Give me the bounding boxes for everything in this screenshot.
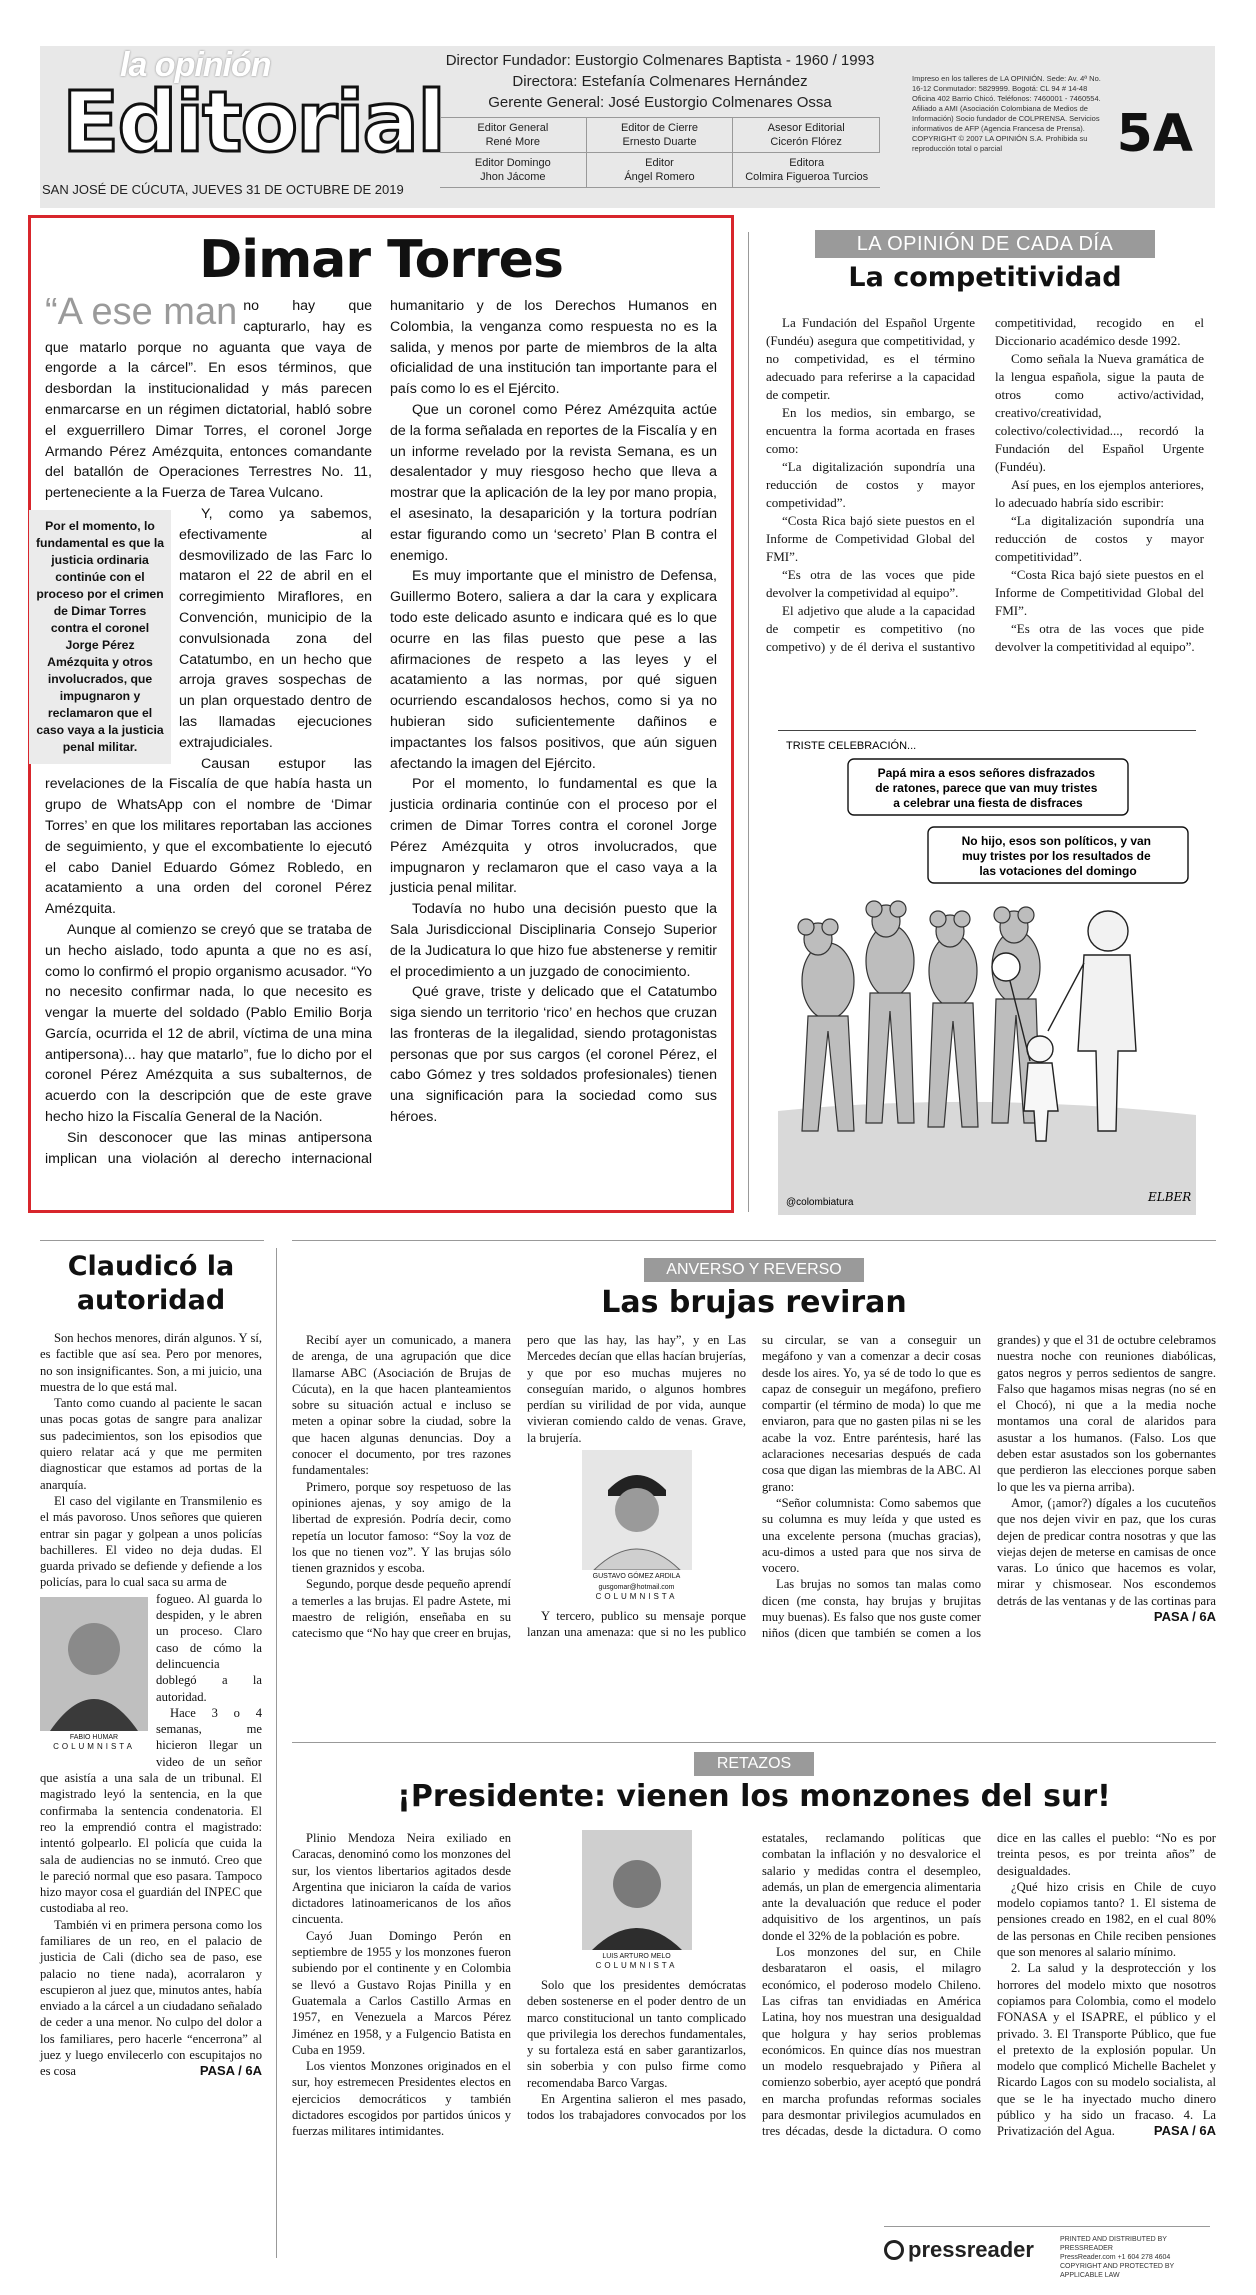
staff-grid — [440, 117, 880, 188]
masthead — [40, 46, 1215, 208]
claudico-paragraph: fogueo. Al guarda lo despiden, y le abren un proceso. Claro caso de cómo la delincuencia doblegó a la autoridad. — [156, 1591, 262, 1704]
cada-dia-paragraph: La Fundación del Español Urgente (Fundéu) asegura que competitividad, y no competividad, es el término adecuado para referirse a la capacidad de competir. — [766, 315, 975, 402]
anverso-column — [292, 1258, 1216, 1642]
editorial-paragraph: Todavía no hubo una decisión puesto que la Sala Jurisdiccional Disciplinaria Consejo Superior de la Judicatura lo que hizo fue abstenerse y remitir el procedimiento a un juzgado de conocimiento. — [390, 901, 717, 980]
cartoon-signature: ELBER — [1148, 1190, 1192, 1204]
retazos-title: ¡Presidente: vienen los monzones del sur! — [397, 1779, 1111, 1814]
editorial-paragraph: Que un coronel como Pérez Amézquita actúe de la forma señalada en reportes de la Fiscalía y en un informe revelado por la revista Semana, es un desalentador y muy riesgoso hecho que lleva a mostrar que la aplicación de la ley por mano propia, el asesinato, la desaparición y la tortura podrían estar figurando como un ‘secreto’ Plan B contra el enemigo. — [390, 401, 717, 564]
retazos-paragraph: Cayó Juan Domingo Perón en septiembre de 1955 y los monzones fueron subiendo por el continente y en Colombia se llevó a Gustavo Rojas Pinilla y en Guatemala a Carlos Castillo Armas en 1957, en Venezuela a Marcos Pérez Jiménez en 1958, y a Fulgencio Batista en Cuba en 1959. — [292, 1928, 511, 2057]
editorial-paragraph: Es muy importante que el ministro de Defensa, Guillermo Botero, saliera a dar la cara y explicara todo este delicado asunto e indicara qué es lo que ocurre en las filas puesto que pese a las afirmaciones de respeto a las leyes y el acatamiento a las normas, por qué siguen ocurriendo escandalosos hechos, como si ya no hubieran sido suficientemente dañinos e impactantes los falsos positivos, que aún siguen afectando la imagen del Ejército. — [390, 568, 717, 772]
editorial-paragraph: Causan estupor las revelaciones de la Fiscalía de que había hasta un grupo de WhatsApp con el nombre de ‘Dimar Torres’ en que los militares reportaban las acciones de seguimiento, y que el excombatiente lo ejecutó el cabo Daniel Eduardo Gómez Robledo, en acatamiento a una orden del coronel Pérez Amézquita. — [45, 755, 372, 918]
editorial-article — [28, 215, 734, 1213]
editorial-pullquote: Por el momento, lo fundamental es que la justicia ordinaria continúe con el proceso por el crimen de Dimar Torres contra el coronel Jorge Pérez Amézquita y otros involucrados, que impugnaron y reclamaron que el caso vaya a la justicia penal militar. — [29, 510, 171, 764]
section-divider — [292, 1742, 1216, 1743]
anverso-paragraph: Segundo, porque desde pequeño aprendí a temerles a las brujas. El padre Astete, mi maestro de religión, enseñaba en su catecismo que “No hay que creer en brujas, pero que las hay, las hay”, y en Las Mercedes decían que ellas hacían brujerías, y que por eso muchas mujeres no conseguían marido, o algunos hombres perdían su virilidad de por vida, aunque vivieran comiendo caldo de venas. Grave, la brujería. — [292, 1333, 746, 1641]
claudico-column — [40, 1250, 262, 2080]
editorial-paragraph: “A ese man no hay que capturarlo, hay es que matarlo porque no aguanta que vaya de engorde a la cárcel”. En esos términos, que desbordan la institucionalidad y más parecen enmarcarse en un régimen dictatorial, habló sobre el exguerrillero Dimar Torres, el coronel Jorge Armando Pérez Amézquita, entonces comandante del batallón de Operaciones Terrestres No. 11, perteneciente a la Fuerza de Tarea Vulcano. — [45, 291, 372, 502]
column-divider — [276, 1248, 277, 2258]
columnist-email[interactable]: gusgomar@hotmail.com — [598, 1584, 675, 1592]
editorial-paragraph: Sin desconocer que las minas antipersona implican una violación al derecho internacional humanitario y de los Derechos Humanos en Colombia, la venganza como respuesta no es la salida, y menos por parte de miembros de la alta oficialidad de una institución tan importante para el país como lo es el Ejército. — [45, 298, 717, 1167]
claudico-paragraph: Hace 3 o 4 semanas, me hicieron llegar un video de un señor que asistía a una sala de un tribunal. El magistrado leyó la sentencia, en la que confirmaba la sentencia condenatoria. El reo la emprendió contra el magistrado: intentó golpearlo. El policía que cuida la sala de audiencias no se inmutó. Creo que le pareció normal que eso pasara. Tampoco hizo mayor cosa el guardián del INPEC que custodiaba al reo. — [40, 1705, 262, 1916]
columnist-portrait — [582, 1450, 692, 1570]
cada-dia-paragraph: Como señala la Nueva gramática de la lengua española, sigue la pauta de otros como activo/actividad, creativo/creatividad, colectivo/colectividad..., recordó la Fundación del Español Urgente (Fundéu). — [995, 351, 1204, 474]
cada-dia-paragraph: “Es otra de las voces que pide devolver la competitividad al equipo”. — [995, 621, 1204, 654]
cartoon-handle: @colombiatura — [786, 1197, 854, 1208]
editorial-paragraph: Qué grave, triste y delicado que el Catatumbo siga siendo un territorio ‘rico’ en hechos que cruzan las fronteras de la ilegalidad, siendo protagonistas personas que por sus cargos (el coronel Pérez, el cabo Gómez y tres soldados profesionales) tienen una significación para la sociedad como sus héroes. — [390, 984, 717, 1126]
staff-cell: Editora Colmira Figueroa Turcios — [733, 153, 880, 188]
columnist-name: FABIO HUMAR — [69, 1733, 119, 1741]
columnist-label: COLUMNISTA — [595, 1592, 678, 1602]
retazos-paragraph: ¿Qué hizo crisis en Chile de cuyo modelo copiamos tanto? 1. El sistema de pensiones creado en 1982, en el cual 80% de las personas en Chile reciben pensiones que son menores al salario mínimo. — [997, 1879, 1216, 1960]
anverso-paragraph: Primero, porque soy respetuoso de las opiniones ajenas, y soy amigo de la libertad de expresión. Podría decir, como repetía un locutor famoso: “Soy la voz de los que no tienen voz”. Y las brujas sólo tienen graznidos y escoba. — [292, 1479, 511, 1576]
columnist-label: COLUMNISTA — [53, 1741, 135, 1751]
cada-dia-paragraph: “La digitalización supondría una reducción de costos y mayor competitividad”. — [995, 513, 1204, 564]
cada-dia-paragraph: “Es otra de las voces que pide devolver la competividad al equipo”. — [766, 567, 975, 600]
director-line: Directora: Estefanía Colmenares Hernández — [512, 73, 808, 90]
cada-dia-paragraph: El adjetivo que alude a la capacidad de competir es competitivo (no competivo) y de él deriva el sustantivo competitividad, recogido en el Diccionario académico desde 1992. — [766, 315, 1204, 654]
claudico-paragraph: El caso del vigilante en Transmilenio es el más pavoroso. Unos señores que quieren entrar sin pagar y golpean a unos policías bachilleres. El video no deja dudas. El guarda privado se defiende y defiende a los policías, para lo cual saca su arma de — [40, 1493, 262, 1590]
retazos-paragraph: En Argentina salieron el mes pasado, todos los trabajadores convocados por los estatales, reclamando políticas que combatan la inflación y no desvalorice el salario y medidas contra el desempleo, además, un plan de emergencia alimentaria ante la devaluación que reduce el poder adquisitivo de los argentinos, un país donde el 32% de la población es pobre. — [527, 1831, 981, 2123]
columnist-name: GUSTAVO GÓMEZ ARDILA — [592, 1573, 681, 1581]
staff-box — [440, 50, 880, 188]
claudico-paragraph: También vi en primera persona como los familiares de un reo, en el palacio de justicia de Cali (dicho sea de paso, ese palacio no tiene nada), acorralaron y escupieron al juez que, minutos antes, había enviado a la cárcel a un ciudadano señalado de ceder a una menor. No culpo del dolor a los familiares, pero hacerle “encerrona” al juez y luego envilecerlo con escupitajos no es cosa PASA / 6A — [40, 1917, 262, 2079]
claudico-body — [40, 1330, 262, 2080]
editorial-lead: “A ese man — [45, 291, 238, 333]
pressreader-icon — [884, 2240, 904, 2260]
cada-dia-paragraph: En los medios, sin embargo, se encuentra la forma acortada en frases como: — [766, 405, 975, 456]
staff-cell: Editor de Cierre Ernesto Duarte — [587, 118, 734, 153]
cartoon-drawing — [778, 731, 1196, 1215]
founder-line: Director Fundador: Eustorgio Colmenares Baptista - 1960 / 1993 — [445, 52, 875, 69]
cada-dia-paragraph: Así pues, en los ejemplos anteriores, lo adecuado habría sido escribir: — [995, 477, 1204, 510]
section-divider — [292, 1240, 1216, 1241]
columnist-label: COLUMNISTA — [595, 1961, 678, 1970]
cada-dia-kicker: LA OPINIÓN DE CADA DÍA — [815, 230, 1155, 258]
staff-cell: Editor Ángel Romero — [587, 153, 734, 188]
pressreader-footer — [884, 2226, 1210, 2279]
editorial-body — [36, 291, 717, 1169]
cada-dia-title: La competitividad — [848, 262, 1122, 293]
editorial-paragraph: Aunque al comienzo se creyó que se trataba de un hecho aislado, todo apunta a que no es así, como lo confirmó el propio organismo acusador. “Yo no necesito confirmar nada, lo que necesito es vengar la muerte del soldado (Pablo Emilio Borja García, ocurrida el 12 de abril, víctima de una mina antipersona)... hay que matarlo”, fue lo dicho por el coronel Pérez Amézquita a sus subalternos, de acuerdo con la descripción que de este grave hecho hizo la Fiscalía General de la Nación. — [45, 921, 372, 1126]
claudico-paragraph: Son hechos menores, dirán algunos. Y sí, es factible que así sea. Pero por menores, no son insignificantes. Son, a mi juicio, una muestra de lo que está mal. — [40, 1331, 262, 1394]
cada-dia-paragraph: “La digitalización supondría una reducción de costos y mayor competividad”. — [766, 459, 975, 510]
page-number: 5A — [1116, 104, 1193, 164]
editorial-cartoon — [778, 730, 1196, 1214]
retazos-column — [292, 1752, 1216, 2140]
anverso-paragraph: Las brujas no somos tan malas como dicen (me consta, hay brujas y brujitas muy buenas). Es falso que nos guste comer niños (dicen que también se comen a los grandes) y que el 31 de octubre celebramos nuestra noche con reuniones diabólicas, gatos negros y perros sedientos de sangre. Falso que hagamos misas negras (no sé en el Chocó), ni que a la media noche montamos una coral de alaridos para asustar a los humanos. (Falso. Los que deben estar asustados son los gobernantes que perdieron las elecciones porque saben lo que les va pierna arriba). — [762, 1333, 1216, 1641]
pressreader-logo[interactable]: pressreader — [884, 2237, 1034, 2263]
cada-dia-body — [754, 314, 1216, 656]
continued-link[interactable]: PASA / 6A — [1153, 2123, 1216, 2139]
columnist-portrait — [40, 1597, 148, 1731]
retazos-paragraph: Solo que los presidentes demócratas deben sostenerse en el poder dentro de un marco constitucional un tanto complicado que privilegia los derechos fundamentales, y su fortaleza está en saber garantizarlos, sin soberbia y con pulso firme como recomendaba Barco Vargas. — [527, 1978, 746, 2090]
cada-dia-paragraph: “Costa Rica bajó siete puestos en el Informe de Competitividad Global del FMI”. — [995, 567, 1204, 618]
svg-text:Papá mira a esos señores disfr: Papá mira a esos señores disfrazados de ratones, parece que van muy tristes a celebrar una fiesta de disfraces — [875, 766, 1098, 810]
staff-cell: Editor General René More — [440, 118, 587, 153]
person-icon — [582, 1830, 692, 1950]
retazos-paragraph: Los vientos Monzones originados en el sur, hoy estremecen Presidentes electos en ejercicios democráticos y también dictadores escogidos por partidos únicos y fuerzas militares intimidantes. — [292, 2059, 511, 2139]
anverso-paragraph: Recibí ayer un comunicado, a manera de arenga, de una agrupación que dice llamarse ABC (Asociación de Brujas de Cúcuta), en la que hacen planteamientos sobre su situación actual e incluso se meten a opinar sobre la ciudad, sobre la que hacen algunas denuncias. Doy a conocer el documento, por tres razones fundamentales: — [292, 1333, 511, 1478]
manager-line: Gerente General: José Eustorgio Colmenares Ossa — [488, 94, 832, 111]
section-title: Editorial — [62, 73, 444, 171]
anverso-paragraph: Y tercero, publico su mensaje porque lanzan una amenaza: que si no les publico su circular, se van a conseguir un megáfono y van a comenzar a decir cosas desde los aires. Yo, ya sé de todo lo que es capaz de conseguir un megáfono, prefiero compartir (el término de moda) lo que me enviaron, para que no gasten pilas ni se les acabe la voz. Entre paréntesis, haré las aclaraciones necesarias después de cada cosa que digan las miembras de la ABC. Al grano: — [527, 1333, 981, 1640]
cada-dia-column — [754, 230, 1216, 656]
columnist-photo — [527, 1830, 746, 1971]
retazos-paragraph: 2. La salud y la desprotección y los horrores del modelo mixto que nosotros copiamos para Colombia, como el modelo FONASA y el ISAPRE, el público y el privado. 3. El Transporte Público, que fue el pretexto de la explosión popular. Un modelo que complicó Michelle Bachelet y Ricardo Lagos con su modelo socialista, al que se le ha inyectado mucho dinero público y ha sido un fracaso. 4. La Privatización del Agua. PASA / 6A — [997, 1961, 1216, 2139]
anverso-paragraph: Amor, (¡amor?) dígales a los cucuteños que nos dejen vivir en paz, que los curas dejen de predicar contra nosotras y que las viejas dejen de meterse en camisas de once varas. Lo único que hacemos es volar, mirar y chismosear. Nos escondemos detrás de las ventanas y de las cortinas para PASA / 6A — [997, 1495, 1216, 1625]
staff-cell: Editor Domingo Jhon Jácome — [440, 153, 587, 188]
pressreader-notice: PRINTED AND DISTRIBUTED BY PRESSREADER PressReader.com +1 604 278 4604 COPYRIGHT AND PROTECTED BY APPLICABLE LAW — [1060, 2236, 1175, 2279]
continued-link[interactable]: PASA / 6A — [199, 2063, 262, 2079]
columnist-photo — [40, 1597, 148, 1752]
staff-cell: Asesor Editorial Cicerón Flórez — [733, 118, 880, 153]
retazos-paragraph: Los monzones del sur, en Chile desbarataron el oasis, el milagro económico, el poderoso modelo Chileno. Las cifras tan envidiadas en América Latina, hoy nos muestran una desigualdad que holgura y hay serios problemas económicos. En quince días nos muestran un modelo resquebrajado y Piñera al comienzo soberbio, ayer aceptó que pondrá en marcha profundas reformas sociales para desmontar privilegios acumulados en tres décadas, desde la dictadura. O como dice en las calles el pueblo: “No es por treinta pesos, es por treinta años” de desigualdades. — [762, 1831, 1216, 2139]
column-divider — [748, 232, 749, 1212]
editorial-title: Dimar Torres — [199, 230, 563, 290]
publisher-fine-print: Impreso en los talleres de LA OPINIÓN. Sede: Av. 4ª No. 16-12 Conmutador: 5829999. Bogotá: CL 94 # 14-48 Oficina 402 Barrio Chicó. Teléfonos: 7460001 - 7460554. Afiliado a AMI (Asociación Colombiana de Medios de Información) Socio fundador de COLPRENSA. Servicios informativos de AFP (Agencia Francesa de Prensa). COPYRIGHT © 2007 LA OPINIÓN S.A. Prohibida su reproducción total o parcial — [912, 74, 1101, 153]
anverso-body — [292, 1332, 1216, 1642]
person-icon — [40, 1597, 148, 1731]
editorial-paragraph: Por el momento, lo fundamental es que la justicia ordinaria continúe con el proceso por el crimen de Dimar Torres contra el coronel Jorge Pérez Amézquita y otros involucrados, que impugnaron y reclamaron que el caso vaya a la justicia penal militar. — [390, 776, 717, 897]
section-divider — [40, 1240, 264, 1241]
svg-text:No hijo, esos son políticos, y: No hijo, esos son políticos, y van muy tristes por los resultados de las votaciones del domingo — [961, 834, 1152, 878]
columnist-name: LUIS ARTURO MELO — [602, 1953, 671, 1960]
cartoon-caption: TRISTE CELEBRACIÓN... — [786, 740, 917, 752]
anverso-paragraph: “Señor columnista: Como sabemos que su columna es muy leída y que usted es una excelente persona (muchas gracias), acu-dimos a usted para que nos sirva de vocero. — [762, 1495, 981, 1576]
retazos-body — [292, 1830, 1216, 2140]
person-icon — [582, 1450, 692, 1570]
anverso-kicker: ANVERSO Y REVERSO — [644, 1258, 864, 1282]
columnist-portrait — [582, 1830, 692, 1950]
columnist-photo — [527, 1450, 746, 1602]
claudico-title: Claudicó la autoridad — [67, 1251, 235, 1316]
retazos-paragraph: Plinio Mendoza Neira exiliado en Caracas, denominó como los monzones del sur, los vientos libertarios agitados desde Argentina que iniciaron la caída de varios dictadores latinoamericanos de los años cincuenta. — [292, 1831, 511, 1927]
editorial-paragraph: Por el momento, lo fundamental es que la justicia ordinaria continúe con el proceso por el crimen de Dimar Torres contra el coronel Jorge Pérez Amézquita y otros involucrados, que impugnaron y reclamaron que el caso vaya a la justicia penal militar. Y, como ya sabemos, efectivamente al desmovilizado de las Farc lo mataron el 22 de abril en el corregimiento Miraflores, en Convención, municipio de la convulsionada zona del Catatumbo, en un hecho que arroja graves sospechas de un plan orquestado dentro de las llamadas ejecuciones extrajudiciales. — [45, 504, 372, 754]
newspaper-logo[interactable]: la opinión — [120, 46, 271, 84]
claudico-paragraph: Tanto como cuando al paciente le sacan unas pocas gotas de sangre para analizar sus padecimientos, son los episodios que quiero relatar acá y que me permiten diagnosticar que estamos ad portas de la anarquía. — [40, 1396, 262, 1492]
cada-dia-paragraph: “Costa Rica bajó siete puestos en el Informe de Competividad Global del FMI”. — [766, 513, 975, 564]
continued-link[interactable]: PASA / 6A — [1153, 1609, 1216, 1625]
retazos-kicker: RETAZOS — [694, 1752, 814, 1776]
anverso-title: Las brujas reviran — [601, 1285, 907, 1320]
issue-date: SAN JOSÉ DE CÚCUTA, JUEVES 31 DE OCTUBRE DE 2019 — [42, 182, 404, 197]
